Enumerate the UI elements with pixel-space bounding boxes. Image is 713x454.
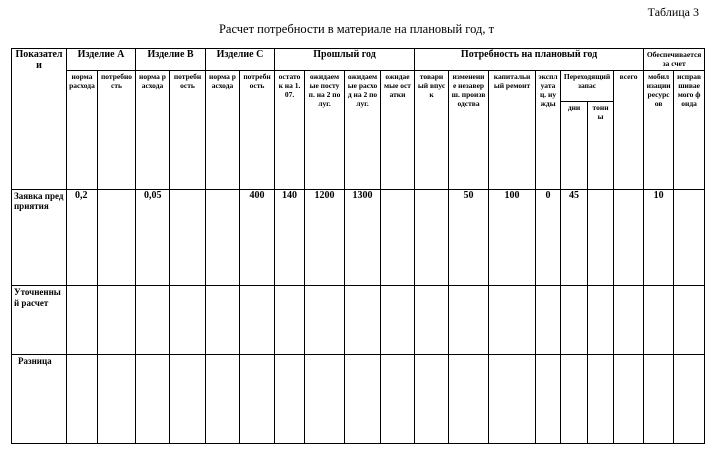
table-row	[12, 190, 705, 286]
cell-rest	[275, 355, 305, 444]
cell-repair	[489, 286, 536, 355]
cell-total	[614, 190, 644, 286]
header-b-norm: норма расхода	[136, 70, 170, 189]
cell-commodity	[415, 190, 449, 286]
cell-exp-rest	[381, 355, 415, 444]
cell-fund	[674, 286, 705, 355]
header-product-a: Изделие А	[67, 49, 136, 71]
cell-mobilization	[644, 286, 674, 355]
header-provided-by: Обеспечивается за счет	[644, 49, 705, 71]
cell-income: 1200	[305, 190, 345, 286]
cell-tons	[588, 355, 614, 444]
cell-income	[305, 355, 345, 444]
cell-spend	[345, 355, 381, 444]
cell-wip	[449, 355, 489, 444]
cell-mobilization: 10	[644, 190, 674, 286]
cell-exp-rest	[381, 286, 415, 355]
cell-operational: 0	[536, 190, 561, 286]
header-indicators: Показатели	[12, 49, 67, 190]
cell-repair: 100	[489, 190, 536, 286]
header-last-year: Прошлый год	[275, 49, 415, 71]
header-total: всего	[614, 70, 644, 189]
cell-c-need: 400	[240, 190, 275, 286]
cell-c-norm	[206, 190, 240, 286]
cell-fund	[674, 190, 705, 286]
cell-b-need	[170, 190, 206, 286]
table-row	[12, 286, 705, 355]
cell-days	[561, 355, 588, 444]
cell-commodity	[415, 355, 449, 444]
header-expected-spend: ожидаемые расход на 2 полуг.	[345, 70, 381, 189]
cell-total	[614, 355, 644, 444]
header-expected-rest: ожидаемые остатки	[381, 70, 415, 189]
table-row	[12, 355, 705, 444]
cell-c-need	[240, 286, 275, 355]
header-change-wip: изменение незаверш. производства	[449, 70, 489, 189]
header-product-c: Изделие С	[206, 49, 275, 71]
cell-spend	[345, 286, 381, 355]
cell-b-norm	[136, 355, 170, 444]
header-a-norm: норма расхода	[67, 70, 98, 189]
cell-days: 45	[561, 190, 588, 286]
cell-operational	[536, 286, 561, 355]
cell-spend: 1300	[345, 190, 381, 286]
cell-operational	[536, 355, 561, 444]
row-label: Уточненный расчет	[12, 286, 67, 355]
cell-days	[561, 286, 588, 355]
header-mobilization: мобилизации ресурсов	[644, 70, 674, 189]
cell-tons	[588, 286, 614, 355]
header-operational: эксплуатац. нужды	[536, 70, 561, 189]
cell-c-norm	[206, 286, 240, 355]
cell-commodity	[415, 286, 449, 355]
cell-exp-rest	[381, 190, 415, 286]
cell-total	[614, 286, 644, 355]
cell-income	[305, 286, 345, 355]
cell-a-need	[98, 190, 136, 286]
cell-a-norm: 0,2	[67, 190, 98, 286]
header-correction-fund: исправшиваемого фонда	[674, 70, 705, 189]
cell-mobilization	[644, 355, 674, 444]
row-label: Заявка предприятия	[12, 190, 67, 286]
cell-fund	[674, 355, 705, 444]
cell-a-need	[98, 286, 136, 355]
header-product-b: Изделие В	[136, 49, 206, 71]
cell-b-norm	[136, 286, 170, 355]
header-capital-repair: капитальный ремонт	[489, 70, 536, 189]
header-tons: тонны	[588, 102, 614, 190]
cell-b-norm: 0,05	[136, 190, 170, 286]
cell-a-need	[98, 355, 136, 444]
header-commodity-output: товарный впуск	[415, 70, 449, 189]
header-c-need: потребность	[240, 70, 275, 189]
header-a-need: потребность	[98, 70, 136, 189]
header-rest-0107: остаток на 1.07.	[275, 70, 305, 189]
cell-c-need	[240, 355, 275, 444]
cell-a-norm	[67, 286, 98, 355]
cell-rest: 140	[275, 190, 305, 286]
header-c-norm: норма расхода	[206, 70, 240, 189]
material-demand-table	[11, 48, 705, 444]
cell-b-need	[170, 286, 206, 355]
table-title: Расчет потребности в материале на плановый год, т	[218, 22, 495, 36]
cell-c-norm	[206, 355, 240, 444]
header-days: дни	[561, 102, 588, 190]
cell-wip: 50	[449, 190, 489, 286]
cell-repair	[489, 355, 536, 444]
header-plan-need: Потребность на плановый год	[415, 49, 644, 71]
cell-tons	[588, 190, 614, 286]
cell-rest	[275, 286, 305, 355]
header-transit-stock: Переходящий запас	[561, 70, 614, 101]
row-label: Разница	[12, 355, 67, 444]
table-number: Таблица 3	[647, 5, 699, 19]
header-b-need: потребность	[170, 70, 206, 189]
header-expected-income: ожидаемые поступ. на 2 полуг.	[305, 70, 345, 189]
cell-wip	[449, 286, 489, 355]
cell-a-norm	[67, 355, 98, 444]
cell-b-need	[170, 355, 206, 444]
